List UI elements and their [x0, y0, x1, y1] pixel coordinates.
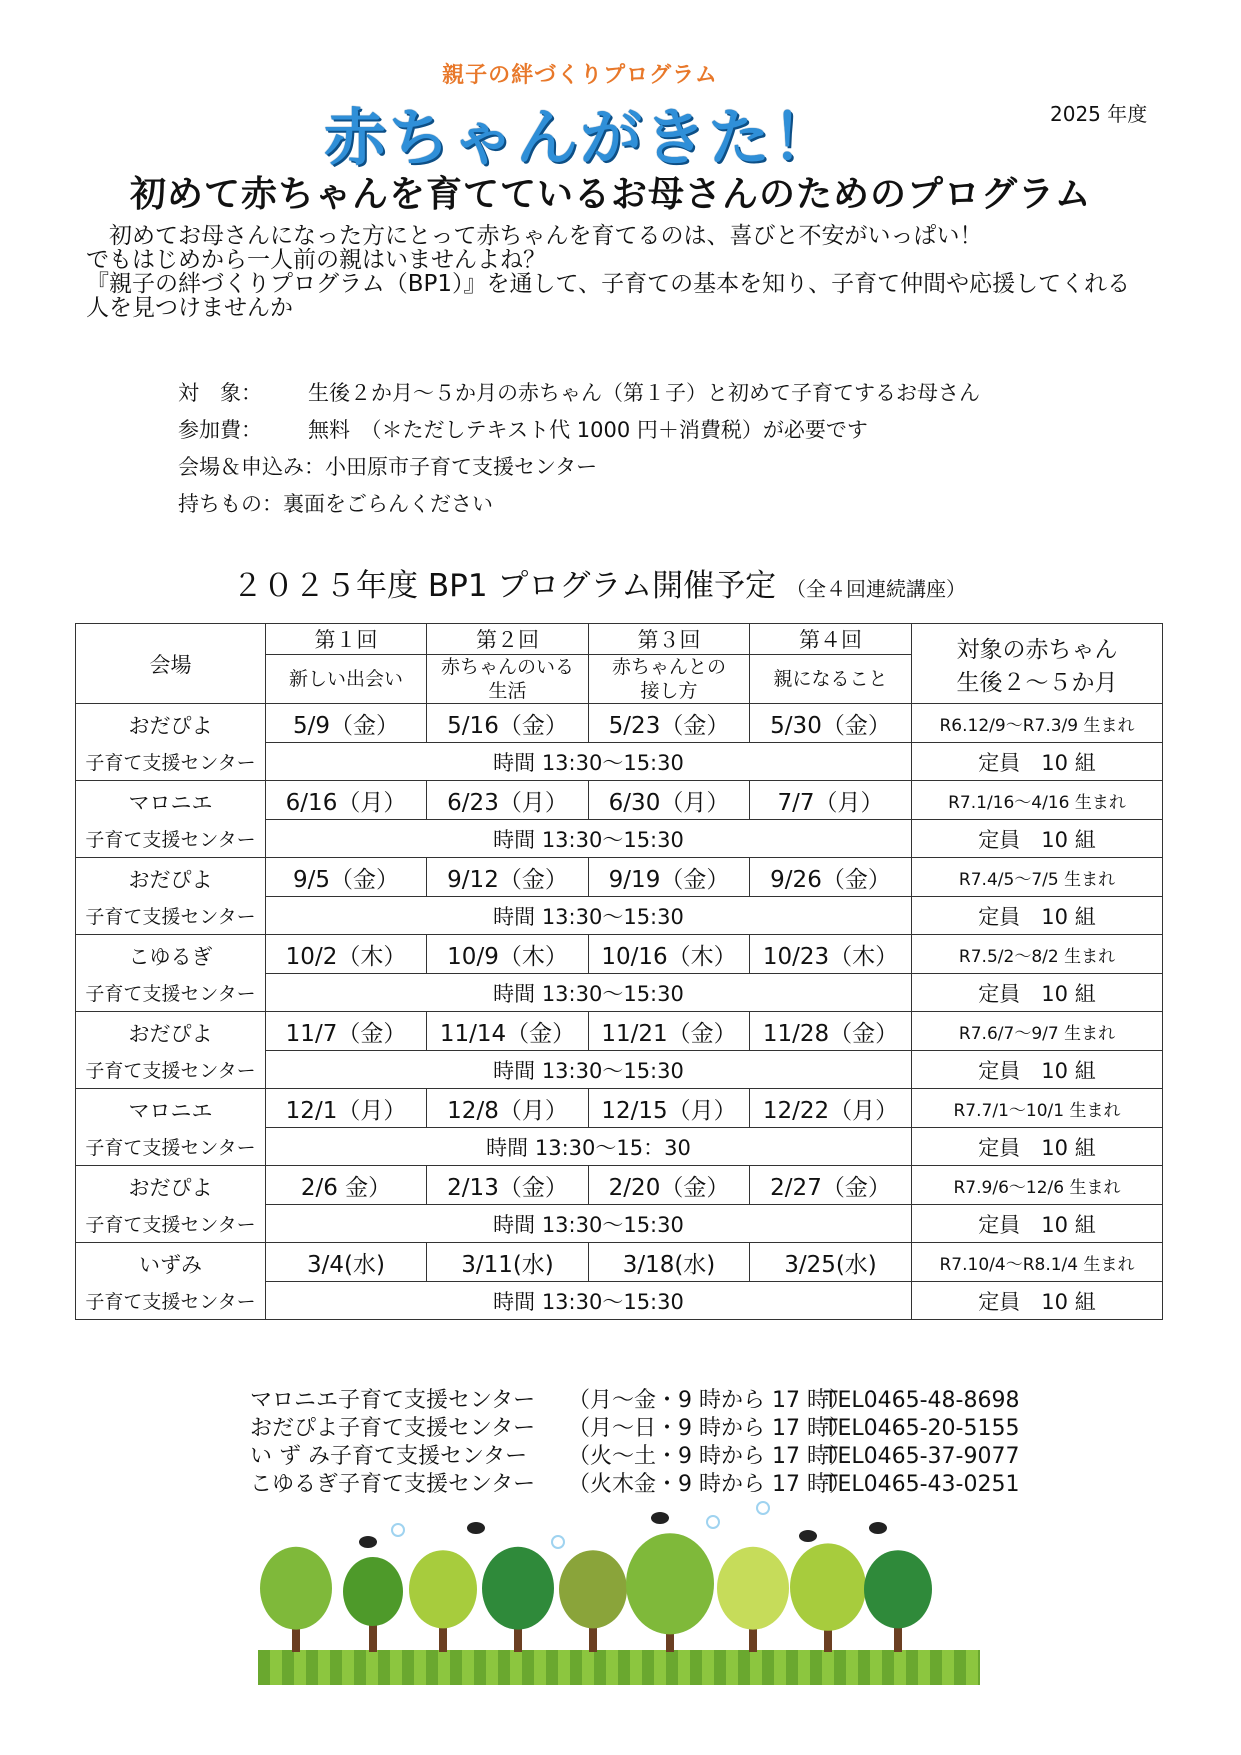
- bird-icon: [359, 1536, 377, 1548]
- session-date: 5/9（金）: [266, 704, 427, 743]
- grass-stripe: [954, 1650, 966, 1685]
- contact-hours: （火木金・9 時から 17 時）: [568, 1472, 851, 1497]
- session-date-row: [76, 1012, 1163, 1051]
- grass-stripe: [282, 1650, 294, 1685]
- session-date-row: [76, 704, 1163, 743]
- schedule-title: [232, 560, 966, 605]
- info-items: [178, 486, 980, 523]
- bird-icon: [651, 1512, 669, 1524]
- tree-canopy: [790, 1543, 866, 1630]
- session-birth-range: R6.12/9～R7.3/9 生まれ: [912, 704, 1163, 743]
- intro-line: でもはじめから一人前の親はいませんよね？: [86, 247, 546, 273]
- session-venue: [76, 1166, 266, 1243]
- schedule-title-note: （全４回連続講座）: [785, 577, 966, 601]
- session-time: 時間 13:30～15：30: [266, 1128, 912, 1166]
- session-venue-name: いずみ: [139, 1252, 202, 1277]
- session-venue-name: マロニエ: [128, 790, 213, 815]
- session-date: 11/28（金）: [750, 1012, 912, 1051]
- tree-canopy: [343, 1557, 403, 1626]
- snowflake-icon: [707, 1516, 719, 1528]
- tree-canopy: [260, 1547, 332, 1630]
- session-capacity: 定員 10 組: [912, 1128, 1163, 1166]
- session-venue-center: 子育て支援センター: [85, 982, 256, 1005]
- contact-center-name: マロニエ子育て支援センター: [250, 1388, 536, 1413]
- session-date: 5/30（金）: [750, 704, 912, 743]
- contact-phone: TEL0465-48-8698: [824, 1388, 1020, 1413]
- session-date: 9/26（金）: [750, 858, 912, 897]
- header-desc-line: 赤ちゃんとの: [611, 656, 726, 678]
- session-date-row: [76, 1089, 1163, 1128]
- header-desc-line: 生活: [488, 680, 527, 702]
- snowflake-icon: [552, 1536, 564, 1548]
- header-venue: 会場: [76, 624, 266, 704]
- info-items-value: 裏面をごらんください: [283, 492, 493, 516]
- session-birth-range: R7.6/7～9/7 生まれ: [912, 1012, 1163, 1051]
- grass-stripe: [546, 1650, 558, 1685]
- grass-stripe: [258, 1650, 270, 1685]
- session-date: 3/25(水): [750, 1243, 912, 1282]
- session-date: 6/16（月）: [266, 781, 427, 820]
- header-desc-line: 赤ちゃんのいる: [440, 656, 574, 678]
- grass-stripe: [834, 1650, 846, 1685]
- session-venue: [76, 781, 266, 858]
- header-desc: [750, 655, 912, 704]
- session-date: 10/2（木）: [266, 935, 427, 974]
- info-venue-label: 会場＆申込み：: [178, 455, 325, 479]
- grass-stripe: [858, 1650, 870, 1685]
- header-round: 第２回: [427, 624, 589, 655]
- session-date-row: [76, 1243, 1163, 1282]
- grass-stripe: [594, 1650, 606, 1685]
- tree-canopy: [559, 1550, 627, 1628]
- session-date-row: [76, 1166, 1163, 1205]
- header-target-label: 対象の赤ちゃん: [956, 636, 1118, 663]
- info-target: [178, 375, 980, 412]
- grass-stripe: [930, 1650, 942, 1685]
- session-date: 2/6 金）: [266, 1166, 427, 1205]
- session-date-row: [76, 858, 1163, 897]
- intro-line: 『親子の絆づくりプログラム（BP1）』を通して、子育ての基本を知り、子育て仲間や応援してくれる: [86, 271, 1131, 297]
- session-venue-center: 子育て支援センター: [85, 1213, 256, 1236]
- info-fee-label: 参加費：: [178, 418, 262, 442]
- grass-stripe: [906, 1650, 918, 1685]
- header-desc-line: 新しい出会い: [288, 668, 403, 690]
- session-time: 時間 13:30～15:30: [266, 1282, 912, 1320]
- session-venue: [76, 704, 266, 781]
- grass-stripe: [882, 1650, 894, 1685]
- schedule-title-text: ２０２５年度 BP1 プログラム開催予定: [232, 568, 777, 604]
- grass-stripe: [570, 1650, 582, 1685]
- session-birth-range: R7.5/2～8/2 生まれ: [912, 935, 1163, 974]
- info-target-label: 対 象：: [178, 381, 262, 405]
- contact-center-name: い ず み子育て支援センター: [250, 1444, 528, 1469]
- header-target-age: 生後２～５か月: [956, 669, 1118, 696]
- contact-center-name: こゆるぎ子育て支援センター: [250, 1472, 536, 1497]
- session-venue-center: 子育て支援センター: [85, 828, 256, 851]
- session-date: 5/16（金）: [427, 704, 589, 743]
- grass-stripe: [474, 1650, 486, 1685]
- contact-hours: （火～土・9 時から 17 時）: [568, 1444, 851, 1469]
- header-target: [912, 624, 1163, 704]
- schedule-body: [76, 624, 1163, 1320]
- tree-canopy: [626, 1533, 714, 1634]
- session-capacity: 定員 10 組: [912, 1282, 1163, 1320]
- session-venue-center: 子育て支援センター: [85, 1136, 256, 1159]
- session-capacity: 定員 10 組: [912, 820, 1163, 858]
- tree-canopy: [864, 1550, 932, 1628]
- session-venue-center: 子育て支援センター: [85, 905, 256, 928]
- session-time: 時間 13:30～15:30: [266, 1205, 912, 1243]
- contact-list: [250, 1387, 1019, 1499]
- session-venue-name: おだぴよ: [128, 1021, 213, 1046]
- contact-row: [250, 1387, 1019, 1415]
- contact-row: [250, 1443, 1019, 1471]
- session-date: 3/4(水): [266, 1243, 427, 1282]
- program-info: [178, 375, 980, 523]
- session-date-row: [76, 935, 1163, 974]
- intro-paragraph: [86, 224, 1166, 320]
- session-time: 時間 13:30～15:30: [266, 1051, 912, 1089]
- session-date: 6/30（月）: [589, 781, 750, 820]
- session-time: 時間 13:30～15:30: [266, 974, 912, 1012]
- session-birth-range: R7.9/6～12/6 生まれ: [912, 1166, 1163, 1205]
- session-date: 7/7（月）: [750, 781, 912, 820]
- session-date: 5/23（金）: [589, 704, 750, 743]
- session-birth-range: R7.4/5～7/5 生まれ: [912, 858, 1163, 897]
- session-capacity: 定員 10 組: [912, 974, 1163, 1012]
- grass-stripe: [690, 1650, 702, 1685]
- session-venue: [76, 858, 266, 935]
- session-venue-name: マロニエ: [128, 1098, 213, 1123]
- grass-stripe: [330, 1650, 342, 1685]
- contact-row: [250, 1471, 1019, 1499]
- session-date: 2/13（金）: [427, 1166, 589, 1205]
- session-date: 3/11(水): [427, 1243, 589, 1282]
- session-venue-name: おだぴよ: [128, 1175, 213, 1200]
- session-date: 9/12（金）: [427, 858, 589, 897]
- contact-center-name: おだぴよ子育て支援センター: [250, 1416, 536, 1441]
- session-date: 2/27（金）: [750, 1166, 912, 1205]
- session-date: 3/18(水): [589, 1243, 750, 1282]
- headline: 初めて赤ちゃんを育てているお母さんのためのプログラム: [130, 174, 1092, 215]
- header-desc: [589, 655, 750, 704]
- session-birth-range: R7.10/4～R8.1/4 生まれ: [912, 1243, 1163, 1282]
- schedule-header-row: [76, 624, 1163, 655]
- intro-line: 初めてお母さんになった方にとって赤ちゃんを育てるのは、喜びと不安がいっぱい！: [86, 223, 983, 249]
- grass-stripe: [402, 1650, 414, 1685]
- session-venue-name: おだぴよ: [128, 867, 213, 892]
- grass-stripe: [978, 1650, 980, 1685]
- session-time: 時間 13:30～15:30: [266, 897, 912, 935]
- session-capacity: 定員 10 組: [912, 1051, 1163, 1089]
- session-venue-center: 子育て支援センター: [85, 751, 256, 774]
- header-desc: [427, 655, 589, 704]
- session-venue: [76, 1089, 266, 1166]
- session-date: 11/7（金）: [266, 1012, 427, 1051]
- session-venue: [76, 935, 266, 1012]
- contact-phone: TEL0465-43-0251: [824, 1472, 1020, 1497]
- session-time: 時間 13:30～15:30: [266, 743, 912, 781]
- session-date: 10/16（木）: [589, 935, 750, 974]
- session-venue: [76, 1243, 266, 1320]
- header-round: 第１回: [266, 624, 427, 655]
- contact-hours: （月～金・9 時から 17 時）: [568, 1388, 851, 1413]
- schedule-table: [75, 623, 1163, 1320]
- bird-icon: [799, 1530, 817, 1542]
- bird-icon: [869, 1522, 887, 1534]
- snowflake-icon: [757, 1502, 769, 1514]
- grass-stripe: [378, 1650, 390, 1685]
- grass-stripe: [786, 1650, 798, 1685]
- info-fee-value: 無料 （＊ただしテキスト代 1000 円＋消費税）が必要です: [308, 418, 868, 442]
- session-venue-center: 子育て支援センター: [85, 1290, 256, 1313]
- fiscal-year: 2025 年度: [1050, 102, 1148, 126]
- grass-stripe: [762, 1650, 774, 1685]
- session-date: 6/23（月）: [427, 781, 589, 820]
- header-round: 第４回: [750, 624, 912, 655]
- session-date: 12/1（月）: [266, 1089, 427, 1128]
- header-desc-line: 親になること: [773, 668, 888, 690]
- grass-stripe: [714, 1650, 726, 1685]
- tree-canopy: [717, 1547, 789, 1630]
- session-date: 9/19（金）: [589, 858, 750, 897]
- contact-row: [250, 1415, 1019, 1443]
- grass-stripe: [666, 1650, 678, 1685]
- session-birth-range: R7.7/1～10/1 生まれ: [912, 1089, 1163, 1128]
- session-capacity: 定員 10 組: [912, 897, 1163, 935]
- session-capacity: 定員 10 組: [912, 743, 1163, 781]
- header-desc: [266, 655, 427, 704]
- tree-canopy: [482, 1547, 554, 1630]
- info-venue: [178, 449, 980, 486]
- session-date: 12/8（月）: [427, 1089, 589, 1128]
- snowflake-icon: [392, 1524, 404, 1536]
- session-time: 時間 13:30～15:30: [266, 820, 912, 858]
- tree-canopy: [409, 1550, 477, 1628]
- grass-stripe: [810, 1650, 822, 1685]
- info-items-label: 持ちもの：: [178, 492, 283, 516]
- session-venue-name: おだぴよ: [128, 713, 213, 738]
- session-date-row: [76, 781, 1163, 820]
- main-title: 赤ちゃんがきた！: [323, 101, 836, 174]
- grass-stripe: [738, 1650, 750, 1685]
- session-date: 11/21（金）: [589, 1012, 750, 1051]
- forest-illustration: [258, 1500, 980, 1685]
- grass-stripe: [450, 1650, 462, 1685]
- program-subtitle: 親子の絆づくりプログラム: [442, 63, 718, 88]
- grass-stripe: [354, 1650, 366, 1685]
- info-target-value: 生後２か月～５か月の赤ちゃん（第１子）と初めて子育てするお母さん: [308, 381, 980, 405]
- session-date: 10/9（木）: [427, 935, 589, 974]
- contact-phone: TEL0465-37-9077: [824, 1444, 1020, 1469]
- session-birth-range: R7.1/16～4/16 生まれ: [912, 781, 1163, 820]
- session-date: 10/23（木）: [750, 935, 912, 974]
- contact-hours: （月～日・9 時から 17 時）: [568, 1416, 851, 1441]
- session-date: 9/5（金）: [266, 858, 427, 897]
- grass-stripe: [618, 1650, 630, 1685]
- grass-stripe: [426, 1650, 438, 1685]
- session-date: 12/15（月）: [589, 1089, 750, 1128]
- grass-stripe: [306, 1650, 318, 1685]
- contact-phone: TEL0465-20-5155: [824, 1416, 1020, 1441]
- grass-stripe: [522, 1650, 534, 1685]
- session-capacity: 定員 10 組: [912, 1205, 1163, 1243]
- grass-stripe: [498, 1650, 510, 1685]
- session-venue-center: 子育て支援センター: [85, 1059, 256, 1082]
- session-date: 11/14（金）: [427, 1012, 589, 1051]
- info-fee: [178, 412, 980, 449]
- header-desc-line: 接し方: [640, 680, 698, 702]
- session-venue-name: こゆるぎ: [128, 944, 213, 969]
- session-date: 2/20（金）: [589, 1166, 750, 1205]
- session-venue: [76, 1012, 266, 1089]
- session-date: 12/22（月）: [750, 1089, 912, 1128]
- intro-line: 人を見つけませんか: [86, 295, 293, 321]
- info-venue-value: 小田原市子育て支援センター: [325, 455, 598, 479]
- bird-icon: [467, 1522, 485, 1534]
- grass-stripe: [642, 1650, 654, 1685]
- header-round: 第３回: [589, 624, 750, 655]
